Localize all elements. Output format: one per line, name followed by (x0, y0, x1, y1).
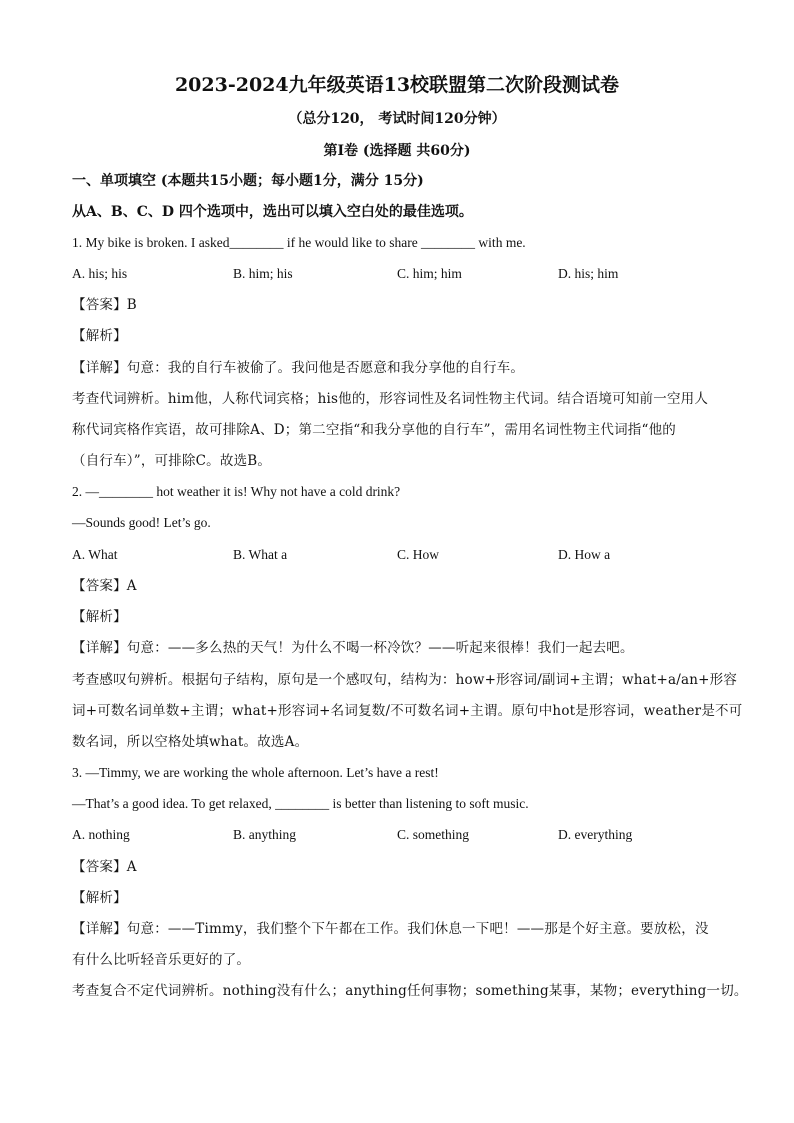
question-1-explanation-line: 称代词宾格作宾语，故可排除A、D；第二空指“和我分享他的自行车”，需用名词性物主代词指“他的 (72, 422, 676, 438)
option-c: C. something (397, 827, 470, 842)
question-2-analysis-label: 【解析】 (72, 609, 127, 625)
option-b: B. What a (233, 547, 288, 562)
question-1-explanation-line: （自行车）”，可排除C。故选B。 (72, 453, 272, 469)
question-1-options (72, 264, 752, 284)
section-instruction: 从A、B、C、D 四个选项中，选出可以填入空白处的最佳选项。 (72, 204, 473, 220)
question-1-detail: 【详解】句意：我的自行车被偷了。我问他是否愿意和我分享他的自行车。 (72, 360, 525, 376)
exam-title: 2023-2024九年级英语13校联盟第二次阶段测试卷 (174, 74, 620, 96)
question-2-options (72, 545, 752, 565)
option-d: D. everything (558, 827, 633, 842)
question-3-stem: 3. —Timmy, we are working the whole afternoon. Let’s have a rest! (72, 765, 439, 780)
section-heading: 一、单项填空 (本题共15小题；每小题1分，满分 15分) (72, 173, 424, 189)
question-3-detail: 【详解】句意：——Timmy，我们整个下午都在工作。我们休息一下吧！——那是个好主意。要放松，没 (72, 921, 709, 937)
question-1-stem: 1. My bike is broken. I asked________ if he would like to share ________ with me. (72, 235, 526, 250)
exam-subtitle: （总分120， 考试时间120分钟） (288, 111, 506, 127)
question-3-detail-cont: 有什么比听轻音乐更好的了。 (72, 952, 251, 968)
option-c: C. him; him (397, 266, 462, 281)
option-a: A. nothing (72, 827, 130, 842)
question-1-answer: 【答案】B (72, 297, 137, 313)
option-b: B. anything (233, 827, 296, 842)
question-1-analysis-label: 【解析】 (72, 328, 127, 344)
question-2-stem-reply: —Sounds good! Let’s go. (72, 515, 211, 530)
question-3-explanation-line: 考查复合不定代词辨析。nothing没有什么；anything任何事物；something某事，某物；everything一切。 (72, 983, 748, 999)
option-b: B. him; his (233, 266, 293, 281)
volume-heading: 第Ⅰ卷 (选择题 共60分) (323, 143, 471, 159)
question-2-explanation-line: 考查感叹句辨析。根据句子结构，原句是一个感叹句，结构为：how+形容词/副词+主谓；what+a/an+形容 (72, 672, 738, 688)
question-3-answer: 【答案】A (72, 859, 137, 875)
question-2-explanation-line: 词+可数名词单数+主谓；what+形容词+名词复数/不可数名词+主谓。原句中hot是形容词，weather是不可 (72, 703, 743, 719)
question-2-explanation-line: 数名词，所以空格处填what。故选A。 (72, 734, 309, 750)
question-2-detail: 【详解】句意：——多么热的天气！为什么不喝一杯冷饮？——听起来很棒！我们一起去吧。 (72, 640, 634, 656)
option-d: D. his; him (558, 266, 619, 281)
option-c: C. How (397, 547, 440, 562)
question-1-explanation-line: 考查代词辨析。him他，人称代词宾格；his他的，形容词性及名词性物主代词。结合语境可知前一空用人 (72, 391, 709, 407)
option-d: D. How a (558, 547, 611, 562)
option-a: A. his; his (72, 266, 128, 281)
question-3-analysis-label: 【解析】 (72, 890, 127, 906)
question-2-stem: 2. —________ hot weather it is! Why not have a cold drink? (72, 484, 401, 499)
option-a: A. What (72, 547, 118, 562)
question-2-answer: 【答案】A (72, 578, 137, 594)
question-3-stem-reply: —That’s a good idea. To get relaxed, ________ is better than listening to soft music. (72, 796, 529, 811)
question-3-options (72, 825, 752, 845)
